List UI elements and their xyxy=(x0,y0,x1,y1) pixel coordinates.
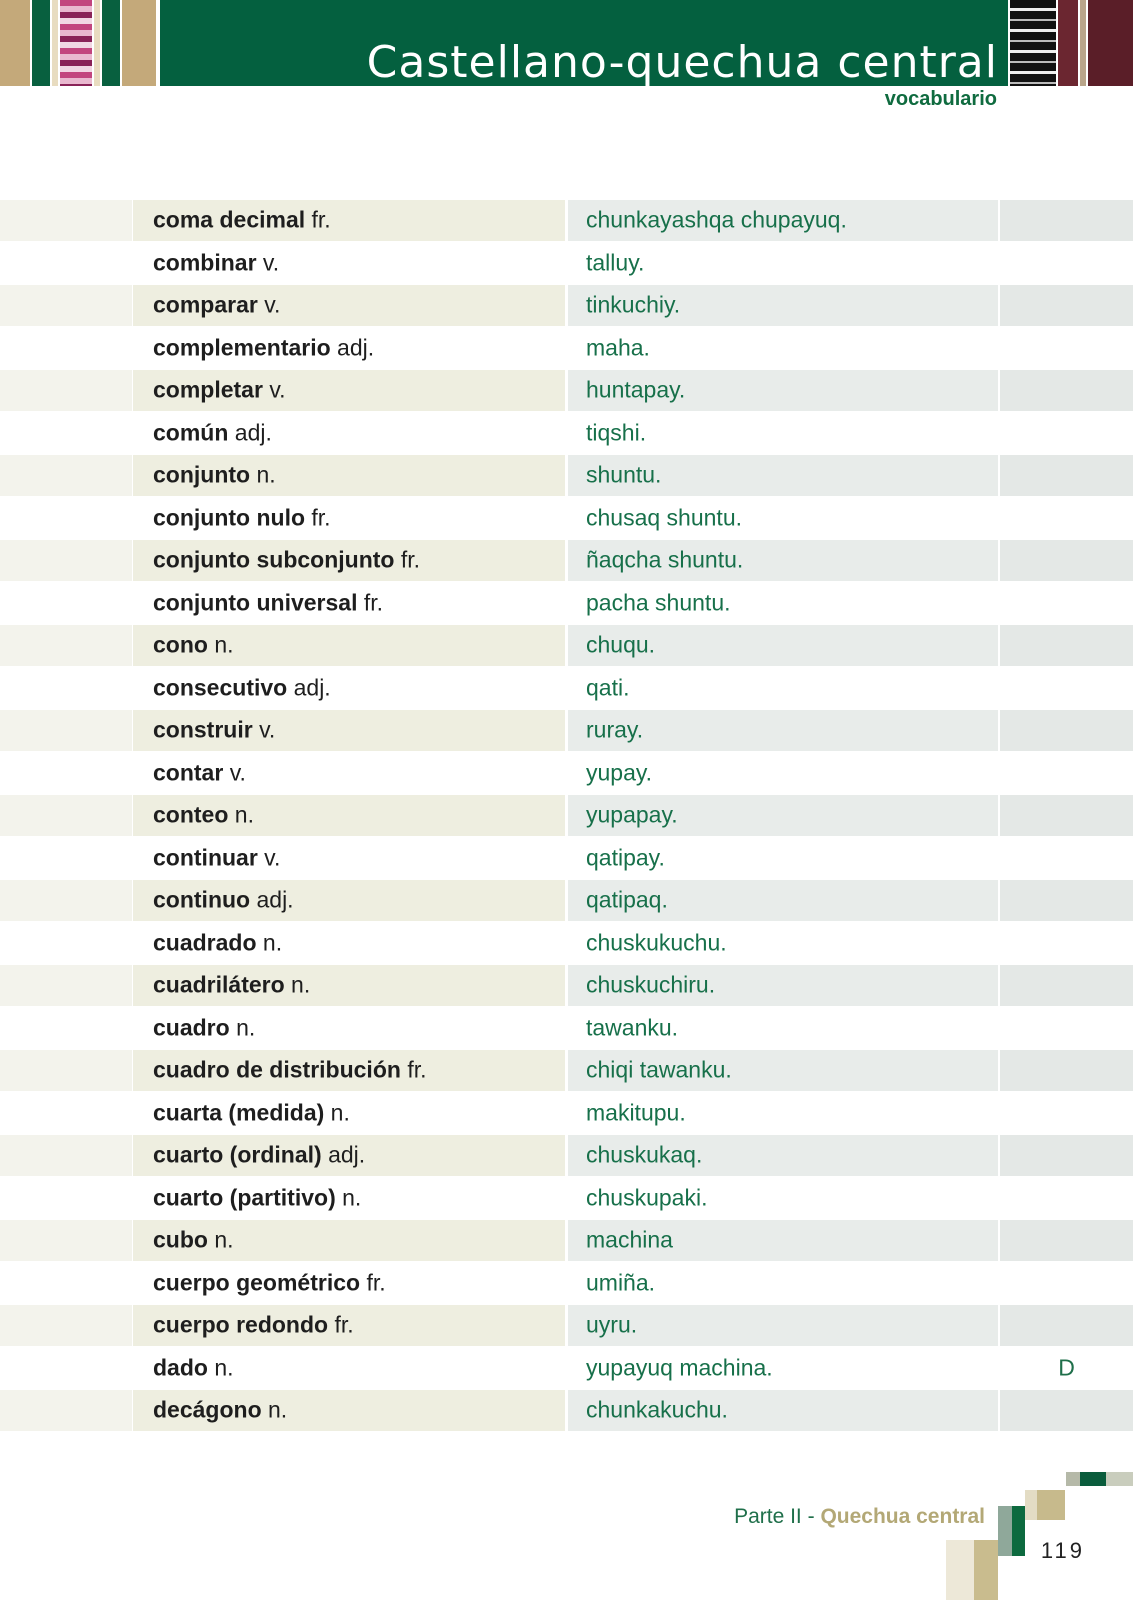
part-of-speech: n. xyxy=(236,1014,256,1041)
quechua-translation: ñaqcha shuntu. xyxy=(586,546,744,573)
row-margin-right xyxy=(1000,710,1133,751)
spanish-entry xyxy=(153,1397,287,1424)
quechua-cell xyxy=(568,1008,998,1049)
quechua-translation: qati. xyxy=(586,674,630,701)
vocab-row xyxy=(0,752,1133,795)
quechua-translation: chiqi tawanku. xyxy=(586,1056,732,1083)
spanish-term: cuerpo redondo xyxy=(153,1311,329,1338)
quechua-translation: tawanku. xyxy=(586,1014,679,1041)
vocab-row xyxy=(0,497,1133,540)
spanish-entry xyxy=(153,887,294,914)
spanish-cell xyxy=(133,838,565,879)
vocab-row xyxy=(0,1347,1133,1390)
quechua-translation: yupayuq machina. xyxy=(586,1354,773,1381)
spanish-entry xyxy=(153,632,234,659)
vocab-row xyxy=(0,1304,1133,1347)
spanish-term: conjunto nulo xyxy=(153,504,306,531)
spanish-term: coma decimal xyxy=(153,206,306,233)
row-margin-left xyxy=(0,413,132,454)
part-of-speech: n. xyxy=(256,461,276,488)
quechua-cell xyxy=(568,1348,998,1389)
quechua-cell xyxy=(568,370,998,411)
row-margin-left xyxy=(0,668,132,709)
row-margin-right xyxy=(1000,923,1133,964)
spanish-cell xyxy=(133,1220,565,1261)
part-of-speech: v. xyxy=(262,249,280,276)
part-of-speech: adj. xyxy=(256,886,294,913)
part-of-speech: fr. xyxy=(363,589,384,616)
quechua-translation: shuntu. xyxy=(586,461,662,488)
spanish-cell xyxy=(133,753,565,794)
spanish-entry xyxy=(153,249,279,276)
row-margin-left xyxy=(0,753,132,794)
row-margin-left xyxy=(0,540,132,581)
row-margin-right xyxy=(1000,753,1133,794)
quechua-translation: tiqshi. xyxy=(586,419,647,446)
spanish-cell xyxy=(133,1008,565,1049)
part-of-speech: n. xyxy=(291,971,311,998)
spanish-term: cuadro xyxy=(153,1014,230,1041)
vocab-row xyxy=(0,327,1133,370)
spanish-entry xyxy=(153,419,272,446)
spanish-cell xyxy=(133,710,565,751)
quechua-translation: yupapay. xyxy=(586,801,678,828)
row-margin-right xyxy=(1000,1008,1133,1049)
quechua-cell xyxy=(568,1305,998,1346)
row-margin-right xyxy=(1000,583,1133,624)
spanish-term: cuadrado xyxy=(153,929,257,956)
quechua-cell xyxy=(568,1135,998,1176)
vocab-row xyxy=(0,412,1133,455)
spanish-term: conjunto subconjunto xyxy=(153,546,395,573)
quechua-cell xyxy=(568,285,998,326)
row-margin-left xyxy=(0,1178,132,1219)
row-margin-left xyxy=(0,1008,132,1049)
vocab-row xyxy=(0,1219,1133,1262)
row-margin-left xyxy=(0,498,132,539)
row-margin-left xyxy=(0,625,132,666)
part-of-speech: fr. xyxy=(400,546,421,573)
spanish-cell xyxy=(133,1390,565,1431)
spanish-cell xyxy=(133,1178,565,1219)
row-margin-right xyxy=(1000,795,1133,836)
spanish-cell xyxy=(133,285,565,326)
quechua-translation: chuskuchiru. xyxy=(586,971,716,998)
spanish-cell xyxy=(133,795,565,836)
row-margin-left xyxy=(0,1263,132,1304)
part-of-speech: adj. xyxy=(234,419,272,446)
spanish-entry xyxy=(153,759,246,786)
quechua-translation: huntapay. xyxy=(586,376,686,403)
quechua-cell xyxy=(568,498,998,539)
spanish-entry xyxy=(153,207,331,234)
row-margin-right xyxy=(1000,243,1133,284)
row-margin-right xyxy=(1000,540,1133,581)
quechua-translation: qatipaq. xyxy=(586,886,668,913)
vocab-row xyxy=(0,539,1133,582)
vocab-row xyxy=(0,1262,1133,1305)
spanish-cell xyxy=(133,200,565,241)
spanish-entry xyxy=(153,1184,361,1211)
quechua-translation: uyru. xyxy=(586,1311,638,1338)
quechua-cell xyxy=(568,625,998,666)
vocab-row xyxy=(0,284,1133,327)
row-margin-right xyxy=(1000,1305,1133,1346)
vocabulary-table xyxy=(0,199,1133,1432)
spanish-cell xyxy=(133,668,565,709)
page-title: Castellano-quechua central xyxy=(366,37,998,88)
vocab-row xyxy=(0,837,1133,880)
spanish-term: contar xyxy=(153,759,224,786)
quechua-translation: chuskukaq. xyxy=(586,1141,703,1168)
spanish-term: conteo xyxy=(153,801,229,828)
vocab-row xyxy=(0,199,1133,242)
row-margin-left xyxy=(0,243,132,284)
vocab-row xyxy=(0,1049,1133,1092)
spanish-term: común xyxy=(153,419,229,446)
vocab-row xyxy=(0,1177,1133,1220)
spanish-term: comparar xyxy=(153,291,258,318)
vocab-row xyxy=(0,922,1133,965)
spanish-term: conjunto xyxy=(153,461,251,488)
row-margin-left xyxy=(0,328,132,369)
row-margin-right xyxy=(1000,1220,1133,1261)
row-margin-left xyxy=(0,795,132,836)
quechua-cell xyxy=(568,243,998,284)
spanish-entry xyxy=(153,547,420,574)
quechua-cell xyxy=(568,795,998,836)
spanish-term: cuarta (medida) xyxy=(153,1099,325,1126)
part-of-speech: fr. xyxy=(334,1311,354,1338)
quechua-cell xyxy=(568,710,998,751)
part-of-speech: v. xyxy=(264,291,281,318)
spanish-term: continuar xyxy=(153,844,258,871)
page-number: 119 xyxy=(1040,1538,1085,1563)
spanish-entry xyxy=(153,462,276,489)
row-margin-right xyxy=(1000,668,1133,709)
row-margin-left xyxy=(0,455,132,496)
part-of-speech: fr. xyxy=(311,206,331,233)
row-margin-left xyxy=(0,1093,132,1134)
vocab-row xyxy=(0,454,1133,497)
footer-section-label xyxy=(734,1505,985,1529)
quechua-cell xyxy=(568,200,998,241)
spanish-cell xyxy=(133,498,565,539)
part-of-speech: n. xyxy=(330,1099,350,1126)
quechua-cell xyxy=(568,880,998,921)
row-margin-right xyxy=(1000,625,1133,666)
spanish-entry xyxy=(153,1312,354,1339)
spanish-term: consecutivo xyxy=(153,674,288,701)
vocab-row xyxy=(0,667,1133,710)
spanish-cell xyxy=(133,1305,565,1346)
part-of-speech: adj. xyxy=(337,334,375,361)
spanish-cell xyxy=(133,1093,565,1134)
header-left-pattern xyxy=(0,0,160,86)
spanish-term: combinar xyxy=(153,249,257,276)
spanish-entry xyxy=(153,292,280,319)
vocab-row xyxy=(0,709,1133,752)
spanish-term: complementario xyxy=(153,334,331,361)
row-margin-right xyxy=(1000,880,1133,921)
quechua-cell xyxy=(568,328,998,369)
part-of-speech: n. xyxy=(342,1184,362,1211)
spanish-term: cubo xyxy=(153,1226,208,1253)
spanish-term: cuarto (partitivo) xyxy=(153,1184,336,1211)
vocab-row xyxy=(0,582,1133,625)
part-of-speech: fr. xyxy=(311,504,331,531)
quechua-translation: maha. xyxy=(586,334,650,361)
quechua-cell xyxy=(568,1093,998,1134)
spanish-term: dado xyxy=(153,1354,208,1381)
spanish-term: cono xyxy=(153,631,208,658)
footer-section: Quechua central xyxy=(820,1505,985,1528)
spanish-term: cuadro de distribución xyxy=(153,1056,401,1083)
quechua-translation: chuqu. xyxy=(586,631,656,658)
part-of-speech: n. xyxy=(214,631,234,658)
part-of-speech: adj. xyxy=(328,1141,366,1168)
row-margin-left xyxy=(0,1135,132,1176)
vocab-row xyxy=(0,1389,1133,1432)
spanish-entry xyxy=(153,717,275,744)
row-margin-right xyxy=(1000,1135,1133,1176)
vocab-row xyxy=(0,242,1133,285)
quechua-translation: yupay. xyxy=(586,759,653,786)
spanish-cell xyxy=(133,243,565,284)
row-margin-left xyxy=(0,1305,132,1346)
spanish-entry xyxy=(153,844,280,871)
spanish-entry xyxy=(153,972,310,999)
part-of-speech: v. xyxy=(264,844,281,871)
spanish-entry xyxy=(153,504,331,531)
vocab-row xyxy=(0,369,1133,412)
row-margin-right xyxy=(1000,285,1133,326)
quechua-translation: machina xyxy=(586,1226,673,1253)
spanish-cell xyxy=(133,540,565,581)
page-subtitle: vocabulario xyxy=(884,88,997,110)
row-margin-right xyxy=(1000,200,1133,241)
spanish-cell xyxy=(133,1263,565,1304)
spanish-entry xyxy=(153,674,331,701)
row-margin-right xyxy=(1000,838,1133,879)
quechua-translation: tinkuchiy. xyxy=(586,291,681,318)
quechua-cell xyxy=(568,923,998,964)
quechua-cell xyxy=(568,1390,998,1431)
row-margin-left xyxy=(0,1050,132,1091)
spanish-entry xyxy=(153,377,286,404)
part-of-speech: v. xyxy=(259,716,276,743)
row-margin-right xyxy=(1000,1093,1133,1134)
row-margin-left xyxy=(0,923,132,964)
row-margin-left xyxy=(0,1390,132,1431)
spanish-cell xyxy=(133,583,565,624)
quechua-translation: umiña. xyxy=(586,1269,656,1296)
spanish-entry xyxy=(153,1057,426,1084)
vocab-row xyxy=(0,964,1133,1007)
quechua-translation: talluy. xyxy=(586,249,645,276)
quechua-translation: chunkayashqa chupayuq. xyxy=(586,206,847,233)
row-margin-left xyxy=(0,1348,132,1389)
header-right-pattern xyxy=(1010,0,1133,86)
spanish-cell xyxy=(133,923,565,964)
quechua-translation: makitupu. xyxy=(586,1099,686,1126)
spanish-entry xyxy=(153,1227,234,1254)
quechua-cell xyxy=(568,838,998,879)
spanish-cell xyxy=(133,1135,565,1176)
spanish-cell xyxy=(133,328,565,369)
quechua-cell xyxy=(568,668,998,709)
spanish-entry xyxy=(153,1014,255,1041)
quechua-cell xyxy=(568,1178,998,1219)
row-margin-left xyxy=(0,370,132,411)
quechua-cell xyxy=(568,455,998,496)
row-margin-right xyxy=(1000,498,1133,539)
quechua-translation: chuskupaki. xyxy=(586,1184,708,1211)
spanish-term: cuadrilátero xyxy=(153,971,285,998)
row-margin-left xyxy=(0,1220,132,1261)
quechua-translation: chunkakuchu. xyxy=(586,1396,728,1423)
row-margin-right xyxy=(1000,1263,1133,1304)
row-margin-left xyxy=(0,583,132,624)
part-of-speech: n. xyxy=(214,1226,234,1253)
vocab-row xyxy=(0,624,1133,667)
part-of-speech: adj. xyxy=(293,674,331,701)
quechua-cell xyxy=(568,753,998,794)
part-of-speech: n. xyxy=(262,929,283,956)
vocab-row xyxy=(0,794,1133,837)
vocab-row xyxy=(0,1134,1133,1177)
spanish-term: continuo xyxy=(153,886,251,913)
quechua-cell xyxy=(568,1050,998,1091)
part-of-speech: fr. xyxy=(407,1056,427,1083)
spanish-cell xyxy=(133,370,565,411)
spanish-term: cuarto (ordinal) xyxy=(153,1141,322,1168)
vocab-row xyxy=(0,879,1133,922)
spanish-cell xyxy=(133,965,565,1006)
quechua-translation: ruray. xyxy=(586,716,644,743)
part-of-speech: n. xyxy=(214,1354,234,1381)
row-margin-right xyxy=(1000,1348,1133,1389)
quechua-translation: pacha shuntu. xyxy=(586,589,731,616)
header-band xyxy=(160,0,1008,86)
spanish-term: construir xyxy=(153,716,253,743)
row-margin-right xyxy=(1000,328,1133,369)
spanish-cell xyxy=(133,880,565,921)
quechua-cell xyxy=(568,540,998,581)
section-letter: D xyxy=(1058,1354,1075,1381)
row-margin-left xyxy=(0,880,132,921)
spanish-cell xyxy=(133,1050,565,1091)
row-margin-left xyxy=(0,965,132,1006)
spanish-term: conjunto universal xyxy=(153,589,358,616)
row-margin-left xyxy=(0,285,132,326)
spanish-cell xyxy=(133,413,565,454)
vocab-row xyxy=(0,1092,1133,1135)
part-of-speech: v. xyxy=(229,759,246,786)
part-of-speech: n. xyxy=(268,1396,288,1423)
part-of-speech: fr. xyxy=(366,1269,386,1296)
part-of-speech: n. xyxy=(234,801,254,828)
vocab-row xyxy=(0,1007,1133,1050)
quechua-translation: chuskukuchu. xyxy=(586,929,727,956)
quechua-cell xyxy=(568,1263,998,1304)
row-margin-left xyxy=(0,710,132,751)
row-margin-left xyxy=(0,200,132,241)
spanish-entry xyxy=(153,334,374,361)
spanish-term: completar xyxy=(153,376,263,403)
quechua-cell xyxy=(568,413,998,454)
spanish-entry xyxy=(153,1354,234,1381)
spanish-cell xyxy=(133,455,565,496)
footer-part: Parte II - xyxy=(734,1505,815,1528)
spanish-term: cuerpo geométrico xyxy=(153,1269,361,1296)
spanish-entry xyxy=(153,1269,386,1296)
spanish-cell xyxy=(133,625,565,666)
spanish-entry xyxy=(153,929,282,956)
row-margin-right xyxy=(1000,1050,1133,1091)
part-of-speech: v. xyxy=(269,376,286,403)
row-margin-right xyxy=(1000,1390,1133,1431)
spanish-cell xyxy=(133,1348,565,1389)
spanish-entry xyxy=(153,1099,350,1126)
row-margin-right xyxy=(1000,1178,1133,1219)
spanish-entry xyxy=(153,589,383,616)
quechua-translation: qatipay. xyxy=(586,844,665,871)
row-margin-right xyxy=(1000,965,1133,1006)
spanish-entry xyxy=(153,1142,365,1169)
quechua-cell xyxy=(568,583,998,624)
quechua-cell xyxy=(568,1220,998,1261)
row-margin-right xyxy=(1000,413,1133,454)
quechua-translation: chusaq shuntu. xyxy=(586,504,743,531)
row-margin-left xyxy=(0,838,132,879)
quechua-cell xyxy=(568,965,998,1006)
spanish-entry xyxy=(153,802,254,829)
row-margin-right xyxy=(1000,455,1133,496)
row-margin-right xyxy=(1000,370,1133,411)
spanish-term: decágono xyxy=(153,1396,262,1423)
